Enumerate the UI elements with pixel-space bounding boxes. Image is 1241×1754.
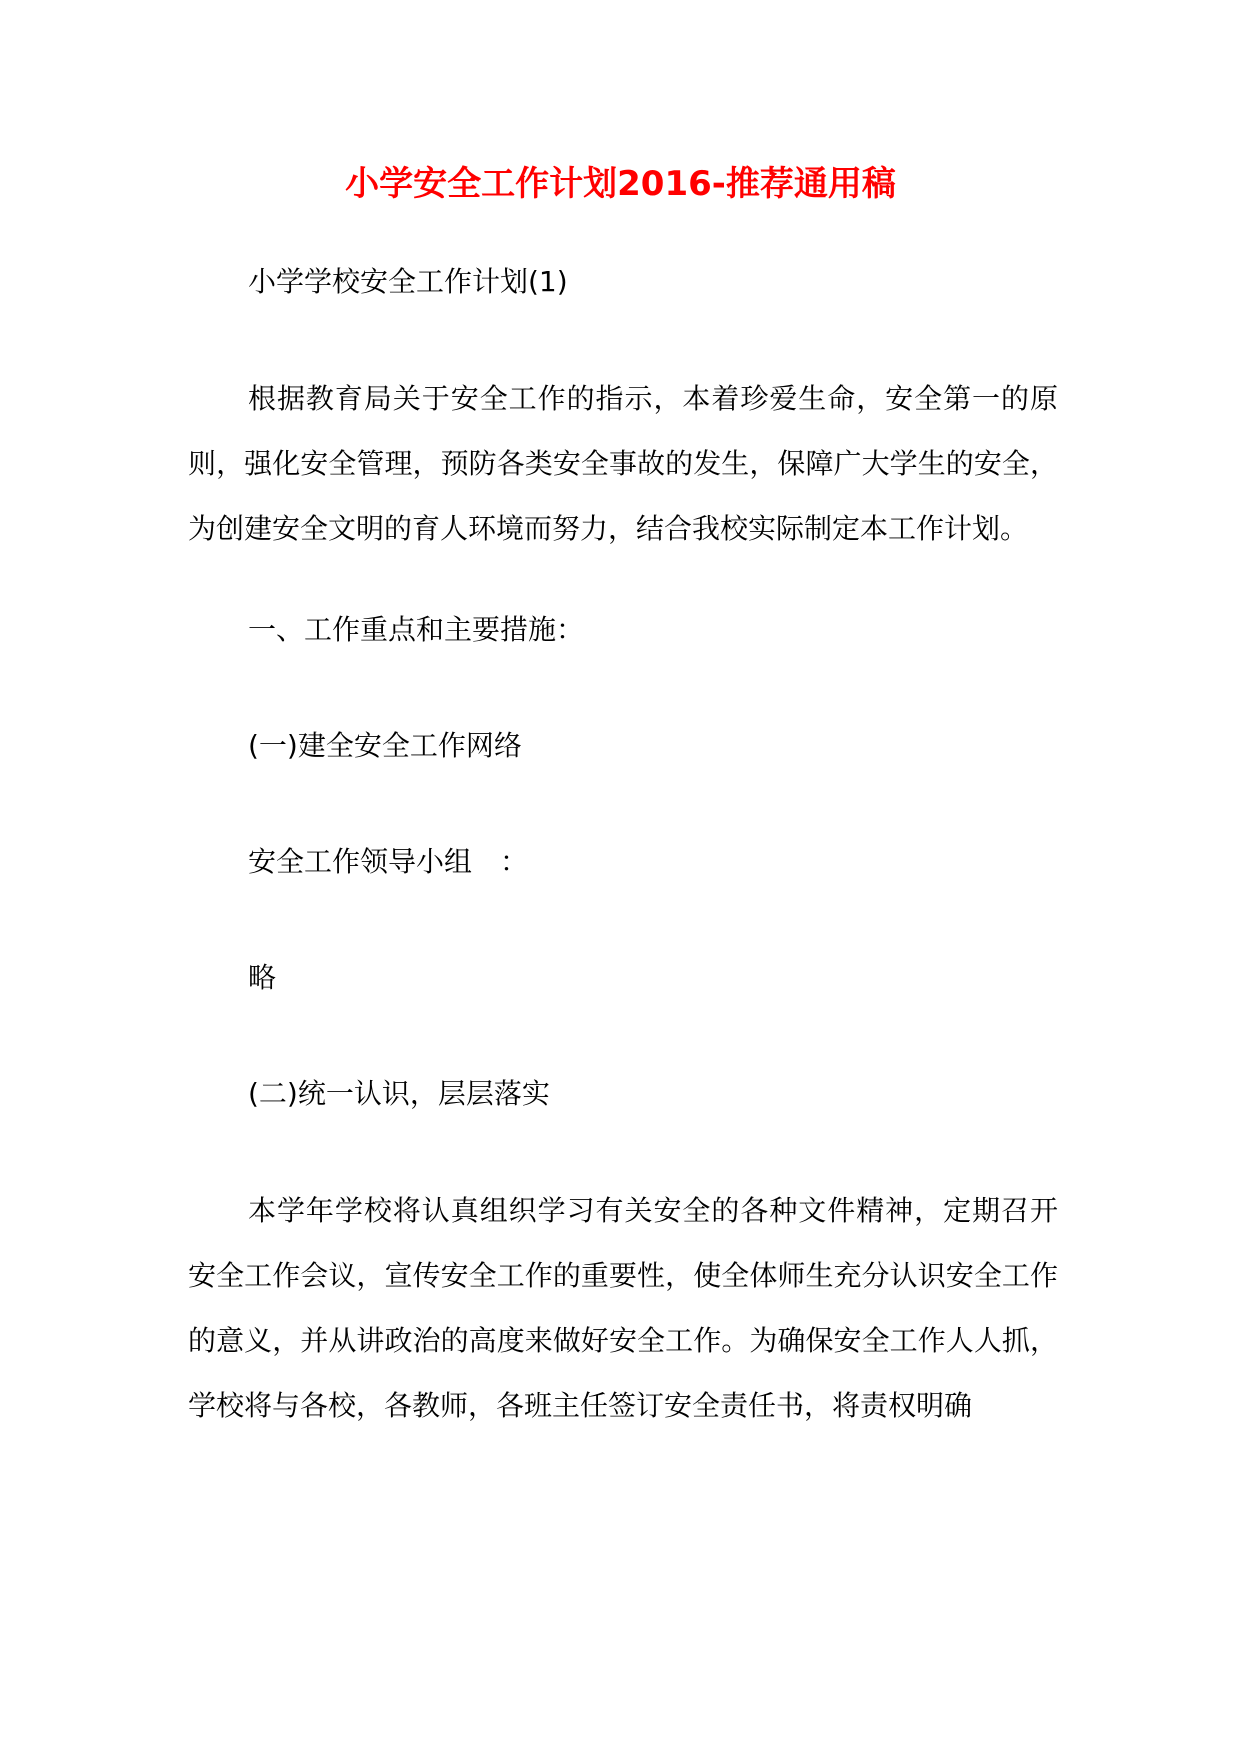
subsection-heading-2: (二)统一认识，层层落实	[248, 1077, 550, 1110]
document-title: 小学安全工作计划2016-推荐通用稿	[345, 164, 896, 204]
document-subtitle: 小学学校安全工作计划(1)	[248, 265, 568, 298]
leadership-group-content: 略	[248, 961, 277, 994]
subsection-heading-1: (一)建全安全工作网络	[248, 729, 522, 762]
body-paragraph: 本学年学校将认真组织学习有关安全的各种文件精神，定期召开安全工作会议，宣传安全工作的重要性，使全体师生充分认识安全工作的意义，并从讲政治的高度来做好安全工作。为确保安全工作人人抓，学校将与各校，各教师，各班主任签订安全责任书，将责权明确	[188, 1194, 1058, 1422]
section-heading: 一、工作重点和主要措施：	[248, 613, 585, 646]
intro-paragraph: 根据教育局关于安全工作的指示，本着珍爱生命，安全第一的原则，强化安全管理，预防各类安全事故的发生，保障广大学生的安全，为创建安全文明的育人环境而努力，结合我校实际制定本工作计划。	[188, 382, 1058, 545]
leadership-group-label: 安全工作领导小组 ：	[248, 845, 529, 878]
